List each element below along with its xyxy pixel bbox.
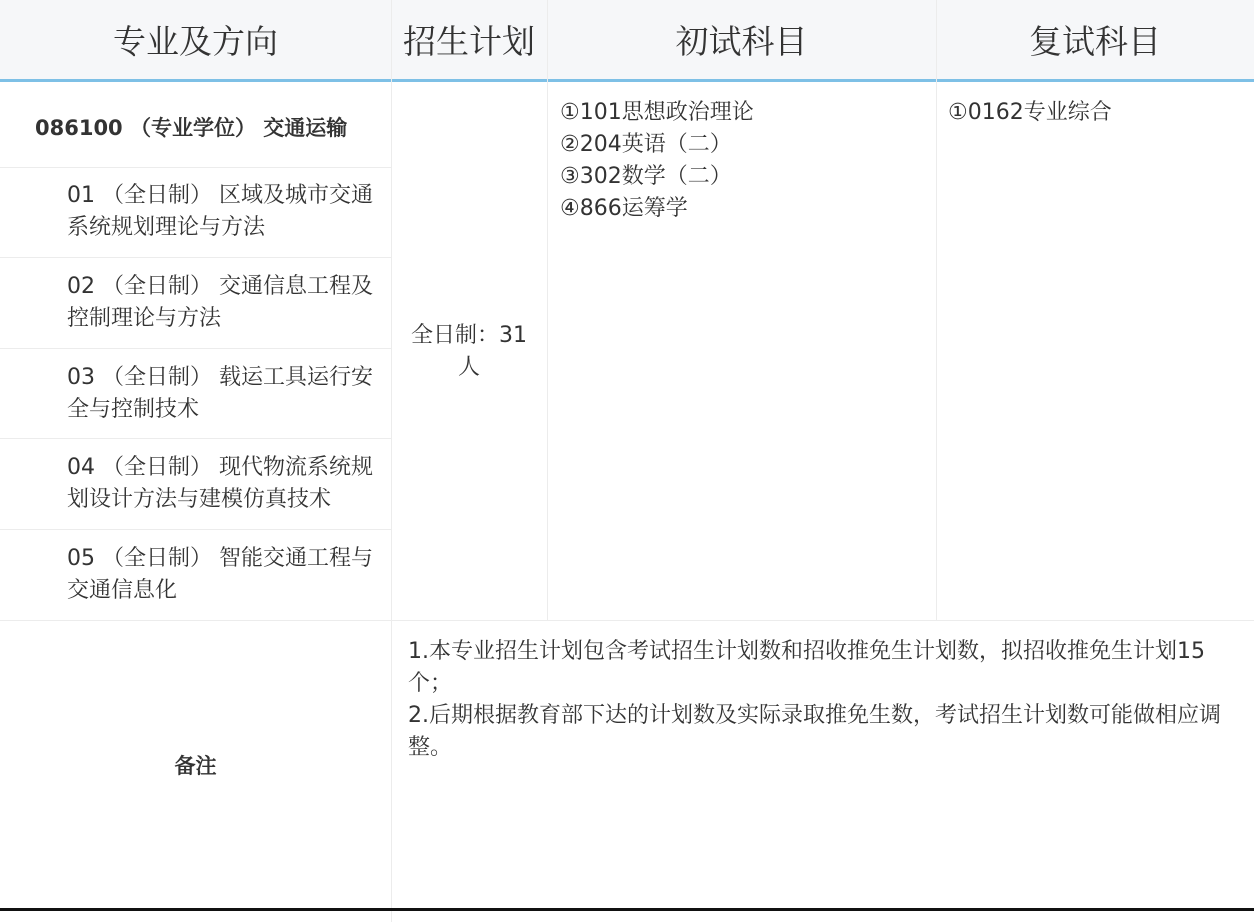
subject-item: ④866运筹学 xyxy=(560,196,688,221)
direction-line: 全与控制技术 xyxy=(67,397,200,422)
subject-item: ①0162专业综合 xyxy=(948,100,1112,125)
header-plan: 招生计划 xyxy=(391,0,547,82)
plan-line: 人 xyxy=(457,355,480,380)
row-divider xyxy=(0,257,391,258)
major-title: 086100 （专业学位） 交通运输 xyxy=(35,116,348,140)
row-divider xyxy=(0,438,391,439)
direction-item xyxy=(67,362,385,426)
direction-line: 控制理论与方法 xyxy=(67,306,222,331)
row-divider xyxy=(0,348,391,349)
direction-item xyxy=(67,271,385,335)
direction-line: 交通信息化 xyxy=(67,578,178,603)
row-divider xyxy=(0,167,391,168)
row-divider xyxy=(0,529,391,530)
note-line: 2.后期根据教育部下达的计划数及实际录取推免生数，考试招生计划数可能做相应调 xyxy=(408,703,1221,728)
subject-item: ③302数学（二） xyxy=(560,164,732,189)
notes-text xyxy=(408,636,1248,764)
direction-line: 03 （全日制） 载运工具运行安 xyxy=(67,365,373,390)
note-line: 1.本专业招生计划包含考试招生计划数和招收推免生计划数，拟招收推免生计划15 xyxy=(408,639,1205,664)
direction-item xyxy=(67,452,385,516)
direction-line: 划设计方法与建模仿真技术 xyxy=(67,487,332,512)
direction-line: 01 （全日制） 区域及城市交通 xyxy=(67,183,373,208)
initial-subjects xyxy=(560,97,930,225)
direction-item xyxy=(67,543,385,607)
notes-label: 备注 xyxy=(174,754,217,778)
direction-line: 02 （全日制） 交通信息工程及 xyxy=(67,274,373,299)
direction-item xyxy=(67,180,385,244)
subject-item: ①101思想政治理论 xyxy=(560,100,754,125)
note-line: 个； xyxy=(408,671,453,696)
header-initial-exam: 初试科目 xyxy=(547,0,936,82)
note-line: 整。 xyxy=(408,735,453,760)
retest-subjects xyxy=(948,97,1248,129)
plan-line: 全日制：31 xyxy=(411,323,527,348)
row-divider xyxy=(0,620,1254,621)
direction-line: 05 （全日制） 智能交通工程与 xyxy=(67,546,373,571)
enrollment-plan xyxy=(391,320,547,384)
table-bottom-border xyxy=(0,908,1254,911)
column-divider xyxy=(936,0,937,620)
header-retest: 复试科目 xyxy=(936,0,1254,82)
column-divider xyxy=(391,0,392,922)
column-divider xyxy=(547,0,548,620)
header-major: 专业及方向 xyxy=(0,0,391,82)
direction-line: 04 （全日制） 现代物流系统规 xyxy=(67,455,373,480)
direction-line: 系统规划理论与方法 xyxy=(67,215,266,240)
subject-item: ②204英语（二） xyxy=(560,132,732,157)
